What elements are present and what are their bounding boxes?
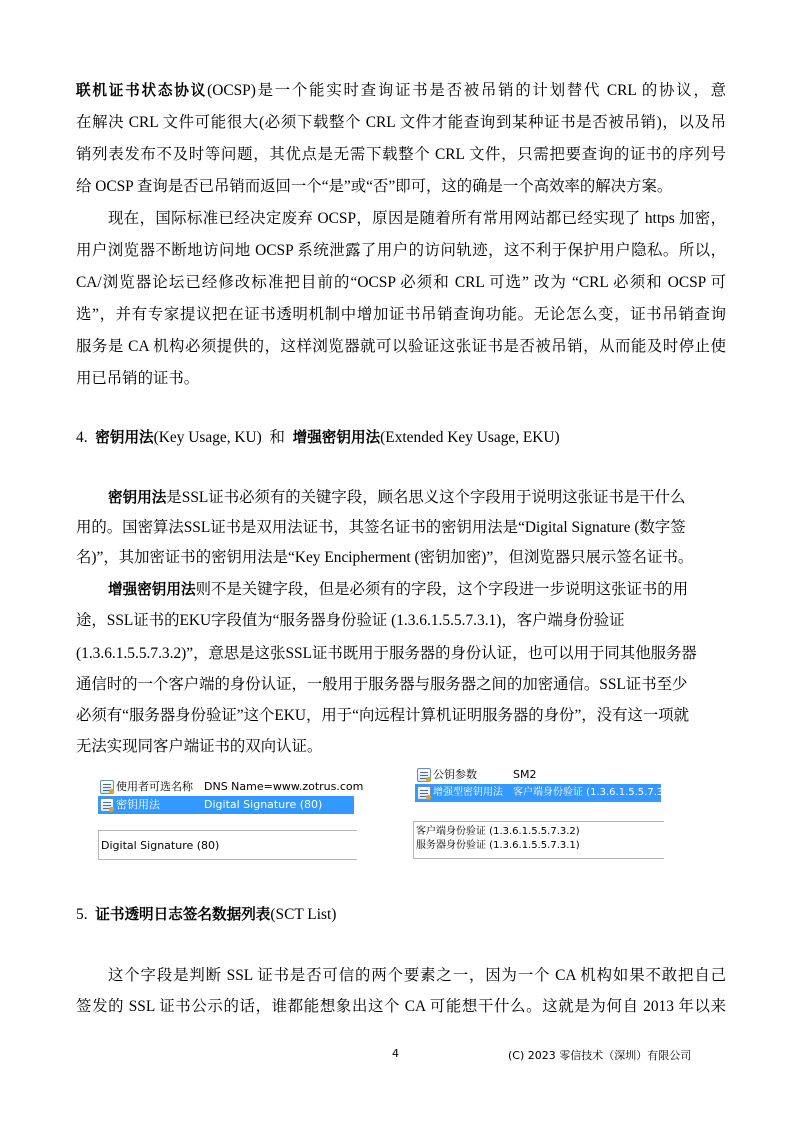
page-number: 4 — [392, 1047, 399, 1060]
eku-term: 增强密钥用法 — [108, 581, 196, 598]
ocsp-line-1: 联机证书状态协议(OCSP)是一个能实时查询证书是否被吊销的计划替代 CRL 的协议，意 — [76, 82, 726, 99]
cert-field-icon — [417, 786, 431, 800]
cert-field-icon — [417, 768, 431, 782]
cert-field-row[interactable]: 使用者可选名称 DNS Name=www.zotrus.com — [98, 778, 354, 796]
cert-field-icon — [100, 780, 114, 794]
ocsp-line-4: 给 OCSP 查询是否已吊销而返回一个“是”或“否”即可，这的确是一个高效率的解决方案。 — [76, 178, 673, 195]
now-line-1: 现在，国际标准已经决定废弃 OCSP，原因是随着所有常用网站都已经实现了 https 加密， — [108, 210, 726, 227]
section-heading-4: 4. 密钥用法(Key Usage, KU) 和 增强密钥用法(Extended Key Usage, EKU) — [76, 429, 560, 446]
ocsp-line-3: 销列表发布不及时等问题，其优点是无需下载整个 CRL 文件，只需把要查询的证书的序列号 — [76, 146, 726, 163]
ocsp-line-2: 在解决 CRL 文件可能很大(必须下载整个 CRL 文件才能查询到某种证书是否被吊销)，以及吊 — [76, 114, 726, 131]
eku-line-5: 必须有“服务器身份验证”这个EKU，用于“向远程计算机证明服务器的身份”，没有这一项就 — [76, 707, 690, 724]
cert-field-row-selected[interactable]: 密钥用法 Digital Signature (80) — [98, 796, 354, 814]
field-value-box[interactable] — [413, 821, 664, 859]
ku-line-3: 名)”，其加密证书的密钥用法是“Key Encipherment (密钥加密)”，但浏览器只展示签名证书。 — [76, 549, 694, 566]
field-value-line: 服务器身份验证 (1.3.6.1.5.5.7.3.1) — [416, 840, 580, 851]
ocsp-term: 联机证书状态协议 — [76, 82, 208, 99]
field-value-box[interactable] — [98, 830, 357, 860]
ku-line-2: 用的。国密算法SSL证书是双用法证书，其签名证书的密钥用法是“Digital Signature (数字签 — [76, 519, 686, 536]
footer-copyright: (C) 2023 零信技术（深圳）有限公司 — [508, 1049, 692, 1062]
sct-line-1: 这个字段是判断 SSL 证书是否可信的两个要素之一，因为一个 CA 机构如果不敢把自己 — [108, 967, 726, 984]
sct-line-2: 签发的 SSL 证书公示的话，谁都能想象出这个 CA 可能想干什么。这就是为何自 2013 年以来 — [76, 998, 726, 1015]
field-value-text: Digital Signature (80) — [101, 839, 220, 852]
now-line-5: 服务是 CA 机构必须提供的，这样浏览器就可以验证这张证书是否被吊销，从而能及时停止使 — [76, 338, 726, 355]
eku-line-6: 无法实现同客户端证书的双向认证。 — [76, 738, 323, 755]
now-line-4: 选”，并有专家提议把在证书透明机制中增加证书吊销查询功能。无论怎么变，证书吊销查询 — [76, 306, 726, 323]
now-line-6: 用已吊销的证书。 — [76, 370, 200, 387]
now-line-2: 用户浏览器不断地访问地 OCSP 系统泄露了用户的访问轨迹，这不利于保护用户隐私。所以， — [76, 242, 726, 259]
cert-field-icon — [100, 798, 114, 812]
now-line-3: CA/浏览器论坛已经修改标准把目前的“OCSP 必须和 CRL 可选” 改为 “CRL 必须和 OCSP 可 — [76, 274, 726, 291]
eku-line-1: 增强密钥用法则不是关键字段，但是必须有的字段，这个字段进一步说明这张证书的用 — [108, 581, 689, 598]
eku-line-4: 通信时的一个客户端的身份认证，一般用于服务器与服务器之间的加密通信。SSL证书至少 — [76, 676, 688, 693]
ku-term: 密钥用法 — [108, 489, 167, 506]
eku-line-3: (1.3.6.1.5.5.7.3.2)”，意思是这张SSL证书既用于服务器的身份认证，也可以用于同其他服务器 — [76, 645, 697, 662]
ku-line-1: 密钥用法是SSL证书必须有的关键字段，顾名思义这个字段用于说明这张证书是干什么 — [108, 489, 686, 506]
cert-field-row-selected[interactable]: 增强型密钥用法 客户端身份验证 (1.3.6.1.5.5.7.3.2) — [415, 784, 661, 802]
section-heading-5: 5. 证书透明日志签名数据列表(SCT List) — [76, 906, 337, 923]
eku-line-2: 途，SSL证书的EKU字段值为“服务器身份验证 (1.3.6.1.5.5.7.3.1)，客户端身份验证 — [76, 612, 625, 629]
field-value-line: 客户端身份验证 (1.3.6.1.5.5.7.3.2) — [416, 826, 580, 837]
cert-field-row[interactable]: 公钥参数 SM2 — [415, 766, 661, 784]
cert-details-screenshot-right — [413, 766, 677, 858]
cert-details-screenshot-left — [98, 778, 364, 860]
